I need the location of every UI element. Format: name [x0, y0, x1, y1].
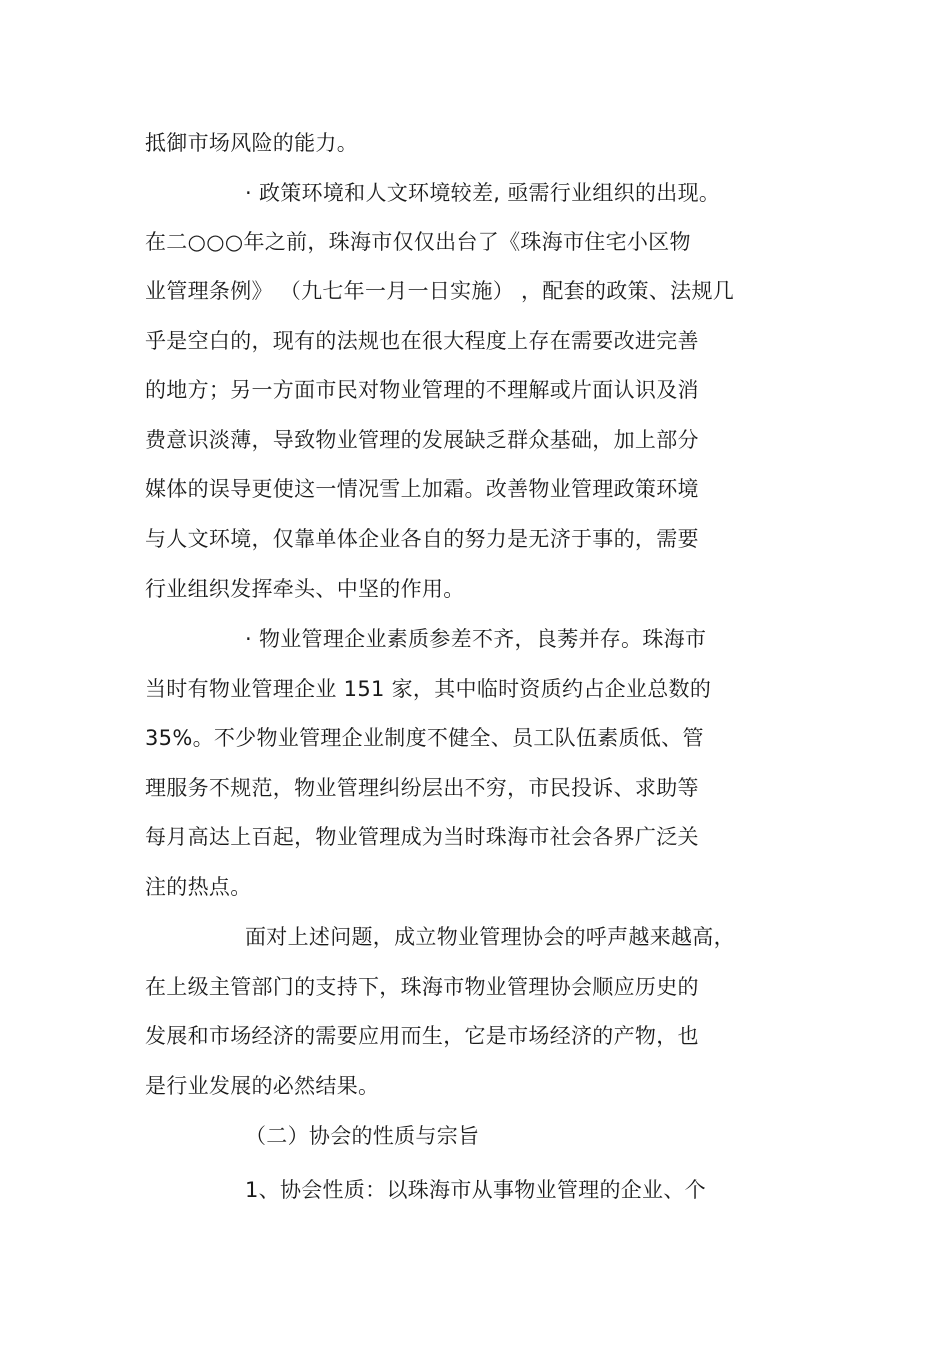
bullet-line: · 政策环境和人文环境较差, 亟需行业组织的出现。 [245, 181, 721, 205]
text-line: 在上级主管部门的支持下，珠海市物业管理协会顺应历史的 [145, 975, 699, 999]
text-line: 的地方；另一方面市民对物业管理的不理解或片面认识及消 [145, 378, 699, 402]
text-line: 注的热点。 [145, 875, 252, 899]
text-line: 业管理条例》 （九七年一月一日实施） ，配套的政策、法规几 [145, 279, 735, 303]
section-heading: （二）协会的性质与宗旨 [245, 1124, 480, 1148]
numbered-item: 1、协会性质：以珠海市从事物业管理的企业、个 [245, 1178, 706, 1202]
text-line: 当时有物业管理企业 151 家，其中临时资质约占企业总数的 [145, 677, 712, 701]
text-line: 抵御市场风险的能力。 [145, 131, 358, 155]
text-line: 乎是空白的，现有的法规也在很大程度上存在需要改进完善 [145, 329, 699, 353]
text-line: 行业组织发挥牵头、中坚的作用。 [145, 577, 465, 601]
text-line: 每月高达上百起，物业管理成为当时珠海市社会各界广泛关 [145, 825, 699, 849]
text-line: 理服务不规范，物业管理纠纷层出不穷，市民投诉、求助等 [145, 776, 699, 800]
paragraph-first-line: 面对上述问题，成立物业管理协会的呼声越来越高， [245, 925, 735, 949]
text-line: 与人文环境，仅靠单体企业各自的努力是无济于事的，需要 [145, 527, 699, 551]
text-line: 35%。不少物业管理企业制度不健全、员工队伍素质低、管 [145, 726, 704, 750]
text-line: 费意识淡薄，导致物业管理的发展缺乏群众基础，加上部分 [145, 428, 699, 452]
text-line: 发展和市场经济的需要应用而生，它是市场经济的产物，也 [145, 1024, 699, 1048]
text-line: 媒体的误导更使这一情况雪上加霜。改善物业管理政策环境 [145, 477, 699, 501]
bullet-line: · 物业管理企业素质参差不齐，良莠并存。珠海市 [245, 627, 707, 651]
text-line: 在二○○○年之前，珠海市仅仅出台了《珠海市住宅小区物 [145, 230, 691, 254]
text-line: 是行业发展的必然结果。 [145, 1074, 380, 1098]
